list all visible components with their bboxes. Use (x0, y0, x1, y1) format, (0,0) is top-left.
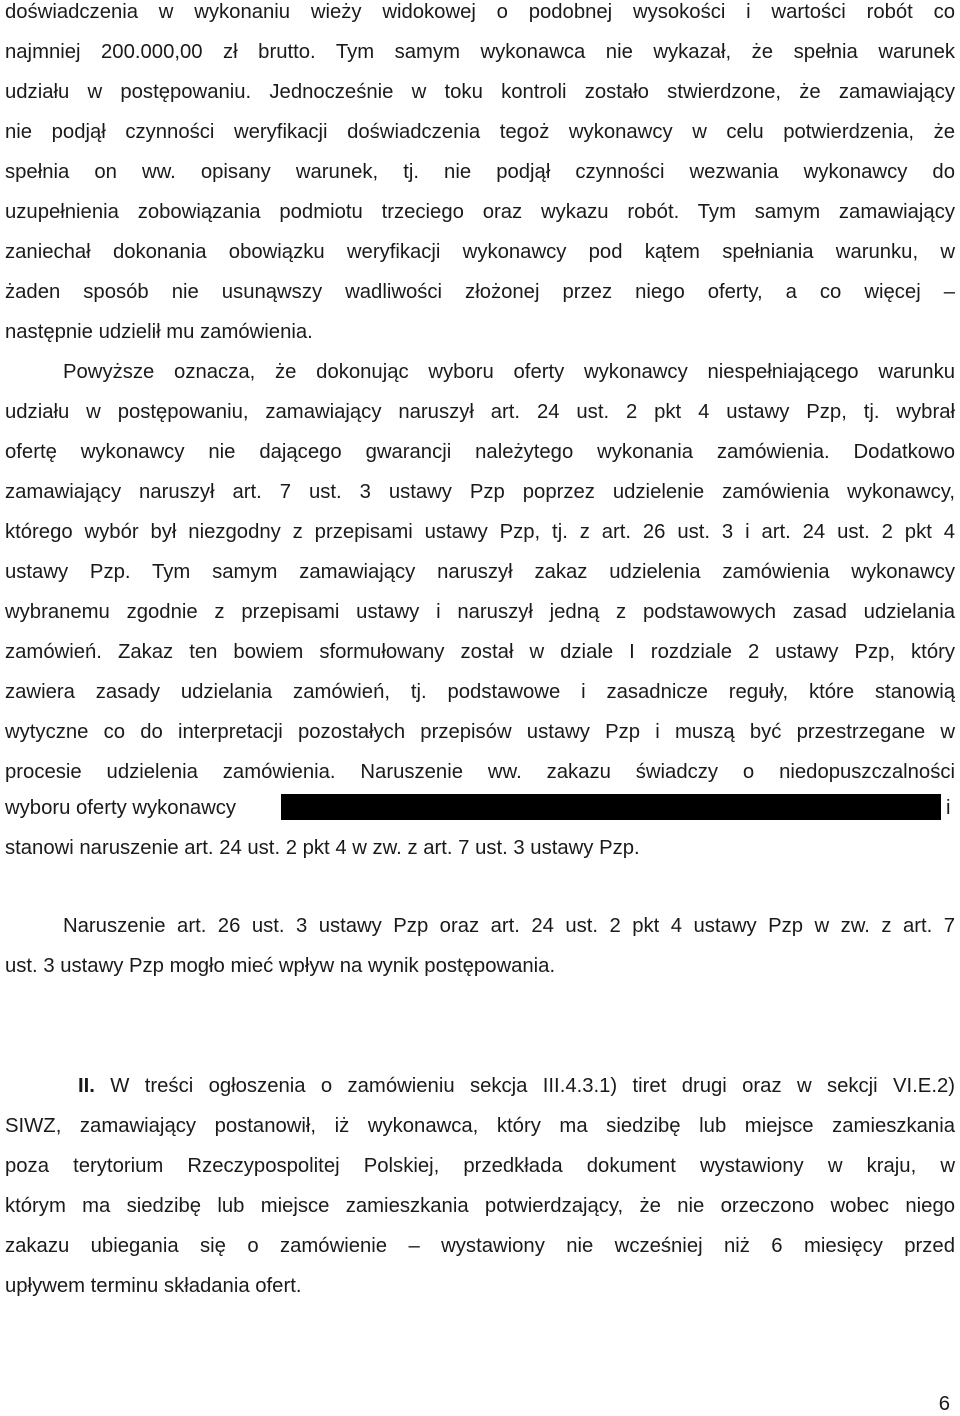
paragraph-2-line-9: zawiera zasady udzielania zamówień, tj. podstawowe i zasadnicze reguły, które stanowią (5, 681, 955, 703)
paragraph-1-line-3: udziału w postępowaniu. Jednocześnie w toku kontroli zostało stwierdzone, że zamawiający (5, 81, 955, 103)
section-ii-line-3: poza terytorium Rzeczypospolitej Polskiej, przedkłada dokument wystawiony w kraju, w (5, 1155, 955, 1177)
paragraph-2-line-6: ustawy Pzp. Tym samym zamawiający naruszył zakaz udzielenia zamówienia wykonawcy (5, 561, 955, 583)
paragraph-2-line-2: udziału w postępowaniu, zamawiający naruszył art. 24 ust. 2 pkt 4 ustawy Pzp, tj. wybrał (5, 401, 955, 423)
paragraph-1-line-9: następnie udzielił mu zamówienia. (5, 321, 313, 343)
paragraph-1-line-5: spełnia on ww. opisany warunek, tj. nie podjął czynności wezwania wykonawcy do (5, 161, 955, 183)
paragraph-1-line-4: nie podjął czynności weryfikacji doświadczenia tegoż wykonawcy w celu potwierdzenia, że (5, 121, 955, 143)
redacted-line-start: wyboru oferty wykonawcy (5, 797, 237, 819)
paragraph-2-line-5: którego wybór był niezgodny z przepisami ustawy Pzp, tj. z art. 26 ust. 3 i art. 24 ust. 2 pkt 4 (5, 521, 955, 543)
section-ii-line-6: upływem terminu składania ofert. (5, 1275, 302, 1297)
paragraph-2-line-11: procesie udzielenia zamówienia. Naruszenie ww. zakazu świadczy o niedopuszczalności (5, 761, 955, 783)
paragraph-1-line-1: doświadczenia w wykonaniu wieży widokowej o podobnej wysokości i wartości robót co (5, 1, 955, 23)
paragraph-1-line-2: najmniej 200.000,00 zł brutto. Tym samym wykonawca nie wykazał, że spełnia warunek (5, 41, 955, 63)
paragraph-3-line-2: ust. 3 ustawy Pzp mogło mieć wpływ na wynik postępowania. (5, 955, 556, 977)
paragraph-2-line-8: zamówień. Zakaz ten bowiem sformułowany został w dziale I rozdziale 2 ustawy Pzp, który (5, 641, 955, 663)
paragraph-1-line-7: zaniechał dokonania obowiązku weryfikacji wykonawcy pod kątem spełniania warunku, w (5, 241, 955, 263)
redaction-bar (281, 794, 941, 820)
paragraph-3-line-1: Naruszenie art. 26 ust. 3 ustawy Pzp oraz art. 24 ust. 2 pkt 4 ustawy Pzp w zw. z art. 7 (63, 915, 955, 937)
paragraph-2-line-1: Powyższe oznacza, że dokonując wyboru oferty wykonawcy niespełniającego warunku (63, 361, 955, 383)
paragraph-1-line-8: żaden sposób nie usunąwszy wadliwości złożonej przez niego oferty, a co więcej – (5, 281, 955, 303)
redacted-line-end: i (946, 797, 951, 819)
paragraph-2-final-line: stanowi naruszenie art. 24 ust. 2 pkt 4 w zw. z art. 7 ust. 3 ustawy Pzp. (5, 837, 640, 859)
paragraph-2-line-10: wytyczne co do interpretacji pozostałych przepisów ustawy Pzp i muszą być przestrzegane w (5, 721, 955, 743)
section-ii-marker: II. (78, 1075, 95, 1097)
section-ii-line-5: zakazu ubiegania się o zamówienie – wystawiony nie wcześniej niż 6 miesięcy przed (5, 1235, 955, 1257)
section-ii-first-line-text: W treści ogłoszenia o zamówieniu sekcja III.4.3.1) tiret drugi oraz w sekcji VI.E.2) (110, 1075, 956, 1097)
page-number: 6 (938, 1393, 950, 1415)
section-ii-line-2: SIWZ, zamawiający postanowił, iż wykonawca, który ma siedzibę lub miejsce zamieszkania (5, 1115, 955, 1137)
section-ii-line-4: którym ma siedzibę lub miejsce zamieszkania potwierdzający, że nie orzeczono wobec niego (5, 1195, 955, 1217)
paragraph-1-line-6: uzupełnienia zobowiązania podmiotu trzeciego oraz wykazu robót. Tym samym zamawiający (5, 201, 955, 223)
paragraph-2-line-7: wybranemu zgodnie z przepisami ustawy i naruszył jedną z podstawowych zasad udzielania (5, 601, 955, 623)
section-ii-first-line (78, 1074, 955, 1098)
paragraph-2-line-3: ofertę wykonawcy nie dającego gwarancji należytego wykonania zamówienia. Dodatkowo (5, 441, 955, 463)
paragraph-2-line-4: zamawiający naruszył art. 7 ust. 3 ustawy Pzp poprzez udzielenie zamówienia wykonawcy, (5, 481, 955, 503)
